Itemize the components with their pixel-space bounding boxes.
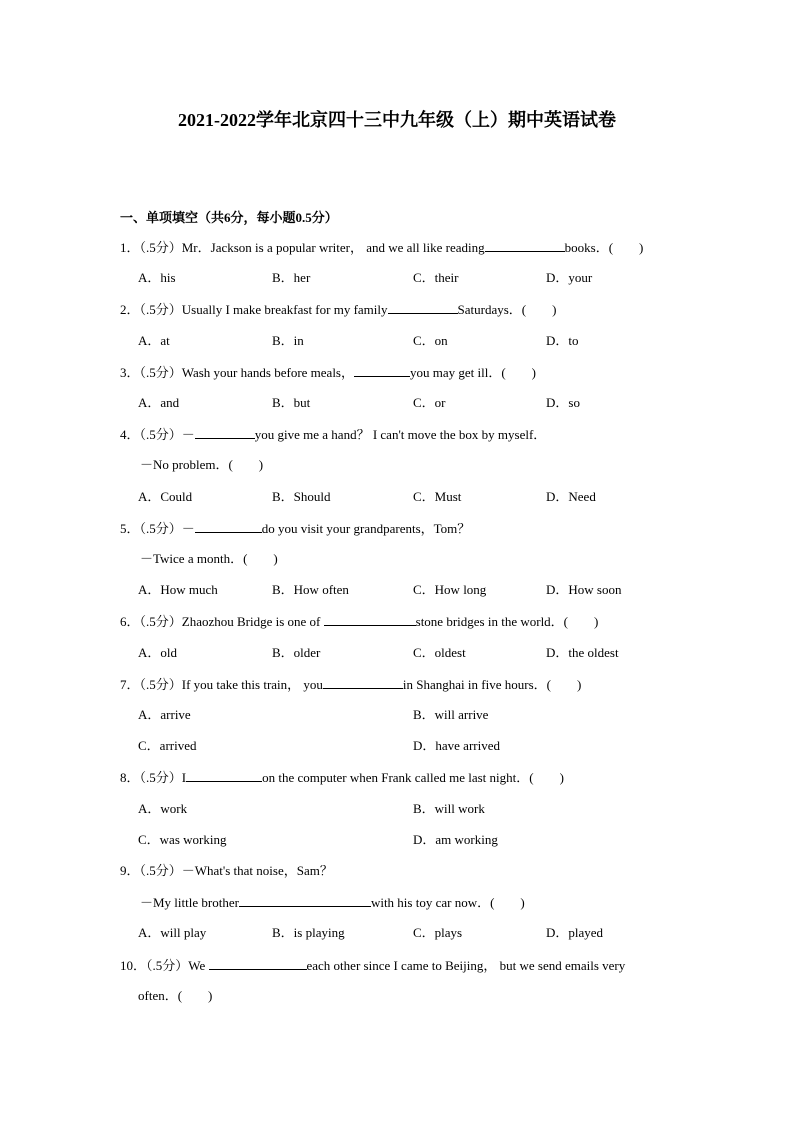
- option-b: B．will arrive: [413, 707, 489, 722]
- question-10: [120, 956, 625, 975]
- question-text: with his toy car now．( ): [370, 895, 525, 910]
- option-a: A．arrive: [138, 707, 191, 722]
- option-d: D．Need: [546, 489, 596, 504]
- option-b: B．is playing: [272, 925, 345, 940]
- option-a: A．old: [138, 645, 178, 660]
- option-d: D．played: [546, 925, 604, 940]
- question-3: [120, 363, 536, 382]
- question-text: 5．（.5分）－: [120, 521, 195, 536]
- option-b: B．but: [272, 395, 311, 410]
- question-text: Saturdays．( ): [457, 302, 557, 317]
- question-7: [120, 675, 581, 694]
- option-a: A．at: [138, 333, 170, 348]
- question-6: [120, 612, 598, 631]
- option-d: D．your: [546, 270, 593, 285]
- question-text: do you visit your grandparents，Tom？: [261, 521, 471, 536]
- option-a: A．and: [138, 395, 180, 410]
- question-text: 6．（.5分）Zhaozhou Bridge is one of: [120, 614, 324, 629]
- answer-blank: [195, 425, 255, 439]
- question-9: [120, 862, 333, 880]
- option-d: D．so: [546, 395, 580, 410]
- option-b: B．older: [272, 645, 321, 660]
- option-c: C．plays: [413, 925, 463, 940]
- answer-blank: [186, 768, 262, 782]
- section-heading: 一、单项填空（共6分，每小题0.5分）: [120, 210, 338, 225]
- option-b: B．her: [272, 270, 311, 285]
- question-text: each other since I came to Beijing， but we send emails very: [306, 958, 626, 973]
- option-c: C．on: [413, 333, 448, 348]
- question-text: 4．（.5分）－: [120, 427, 195, 442]
- option-d: D．the oldest: [546, 645, 619, 660]
- option-d: D．How soon: [546, 582, 622, 597]
- question-text: stone bridges in the world．( ): [415, 614, 599, 629]
- answer-blank: [324, 612, 416, 626]
- question-text: －My little brother: [140, 895, 239, 910]
- answer-blank: [354, 363, 410, 377]
- option-c: C．was working: [138, 832, 227, 847]
- question-text: 3．（.5分）Wash your hands before meals，: [120, 365, 354, 380]
- question-line-2: －Twice a month．( ): [140, 551, 278, 566]
- option-b: B．How often: [272, 582, 349, 597]
- question-text: 2．（.5分）Usually I make breakfast for my family: [120, 302, 388, 317]
- question-text: 1．（.5分）Mr．Jackson is a popular writer， and we all like reading: [120, 240, 485, 255]
- option-a: A．Could: [138, 489, 193, 504]
- question-text: 7．（.5分）If you take this train， you: [120, 677, 323, 692]
- option-b: B．will work: [413, 801, 485, 816]
- question-line-2: often．( ): [138, 988, 213, 1003]
- question-2: [120, 300, 556, 319]
- answer-blank: [239, 893, 371, 907]
- question-text: books．( ): [564, 240, 644, 255]
- answer-blank: [485, 238, 565, 252]
- option-c: C．their: [413, 270, 459, 285]
- option-c: C．Must: [413, 489, 462, 504]
- question-text: in Shanghai in five hours．( ): [402, 677, 582, 692]
- question-4: [120, 425, 546, 444]
- option-c: C．or: [413, 395, 446, 410]
- option-c: C．How long: [413, 582, 487, 597]
- question-text: you may get ill．( ): [410, 365, 537, 380]
- option-b: B．in: [272, 333, 304, 348]
- option-a: A．work: [138, 801, 188, 816]
- option-a: A．will play: [138, 925, 207, 940]
- answer-blank: [195, 519, 262, 533]
- answer-blank: [209, 956, 307, 970]
- question-text: 8．（.5分）I: [120, 770, 187, 785]
- page-title: 2021-2022学年北京四十三中九年级（上）期中英语试卷: [178, 110, 616, 130]
- question-text: on the computer when Frank called me last night．( ): [262, 770, 564, 785]
- option-d: D．have arrived: [413, 738, 500, 753]
- question-8: [120, 768, 564, 787]
- option-a: A．his: [138, 270, 176, 285]
- option-d: D．am working: [413, 832, 498, 847]
- question-text: 10．（.5分）We: [120, 958, 209, 973]
- answer-blank: [388, 300, 458, 314]
- question-line-2: －No problem．( ): [140, 457, 264, 472]
- question-1: [120, 238, 643, 257]
- option-c: C．arrived: [138, 738, 197, 753]
- question-line-2: [140, 893, 525, 912]
- option-a: A．How much: [138, 582, 218, 597]
- option-b: B．Should: [272, 489, 331, 504]
- question-text: you give me a hand？ I can't move the box by myself．: [254, 427, 547, 442]
- question-text: 9．（.5分）－What's that noise，Sam？: [120, 863, 333, 878]
- option-c: C．oldest: [413, 645, 466, 660]
- answer-blank: [323, 675, 403, 689]
- option-d: D．to: [546, 333, 579, 348]
- question-5: [120, 519, 470, 538]
